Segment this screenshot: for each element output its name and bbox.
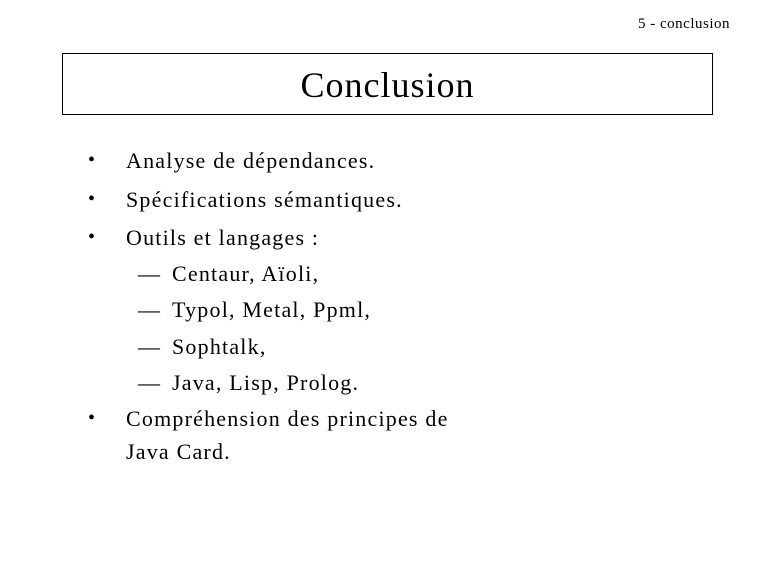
- bullet-icon: •: [88, 407, 97, 429]
- dash-icon: —: [138, 261, 162, 286]
- list-item: Compréhension des principes de: [126, 406, 449, 431]
- dash-icon: —: [138, 297, 162, 322]
- bullet-icon: •: [88, 226, 97, 248]
- sub-list-item: Centaur, Aïoli,: [172, 261, 320, 286]
- slide-title: Conclusion: [300, 65, 475, 105]
- list-item: Outils et langages :: [126, 225, 320, 250]
- list-item-continuation: Java Card.: [126, 439, 231, 464]
- dash-icon: —: [138, 334, 162, 359]
- bullet-icon: •: [88, 149, 97, 171]
- list-item: Analyse de dépendances.: [126, 148, 376, 173]
- sub-list-item: Sophtalk,: [172, 334, 267, 359]
- list-item: Spécifications sémantiques.: [126, 187, 403, 212]
- dash-icon: —: [138, 370, 162, 395]
- bullet-icon: •: [88, 188, 97, 210]
- sub-list-item: Typol, Metal, Ppml,: [172, 297, 372, 322]
- section-label: 5 - conclusion: [638, 16, 730, 32]
- sub-list-item: Java, Lisp, Prolog.: [172, 370, 360, 395]
